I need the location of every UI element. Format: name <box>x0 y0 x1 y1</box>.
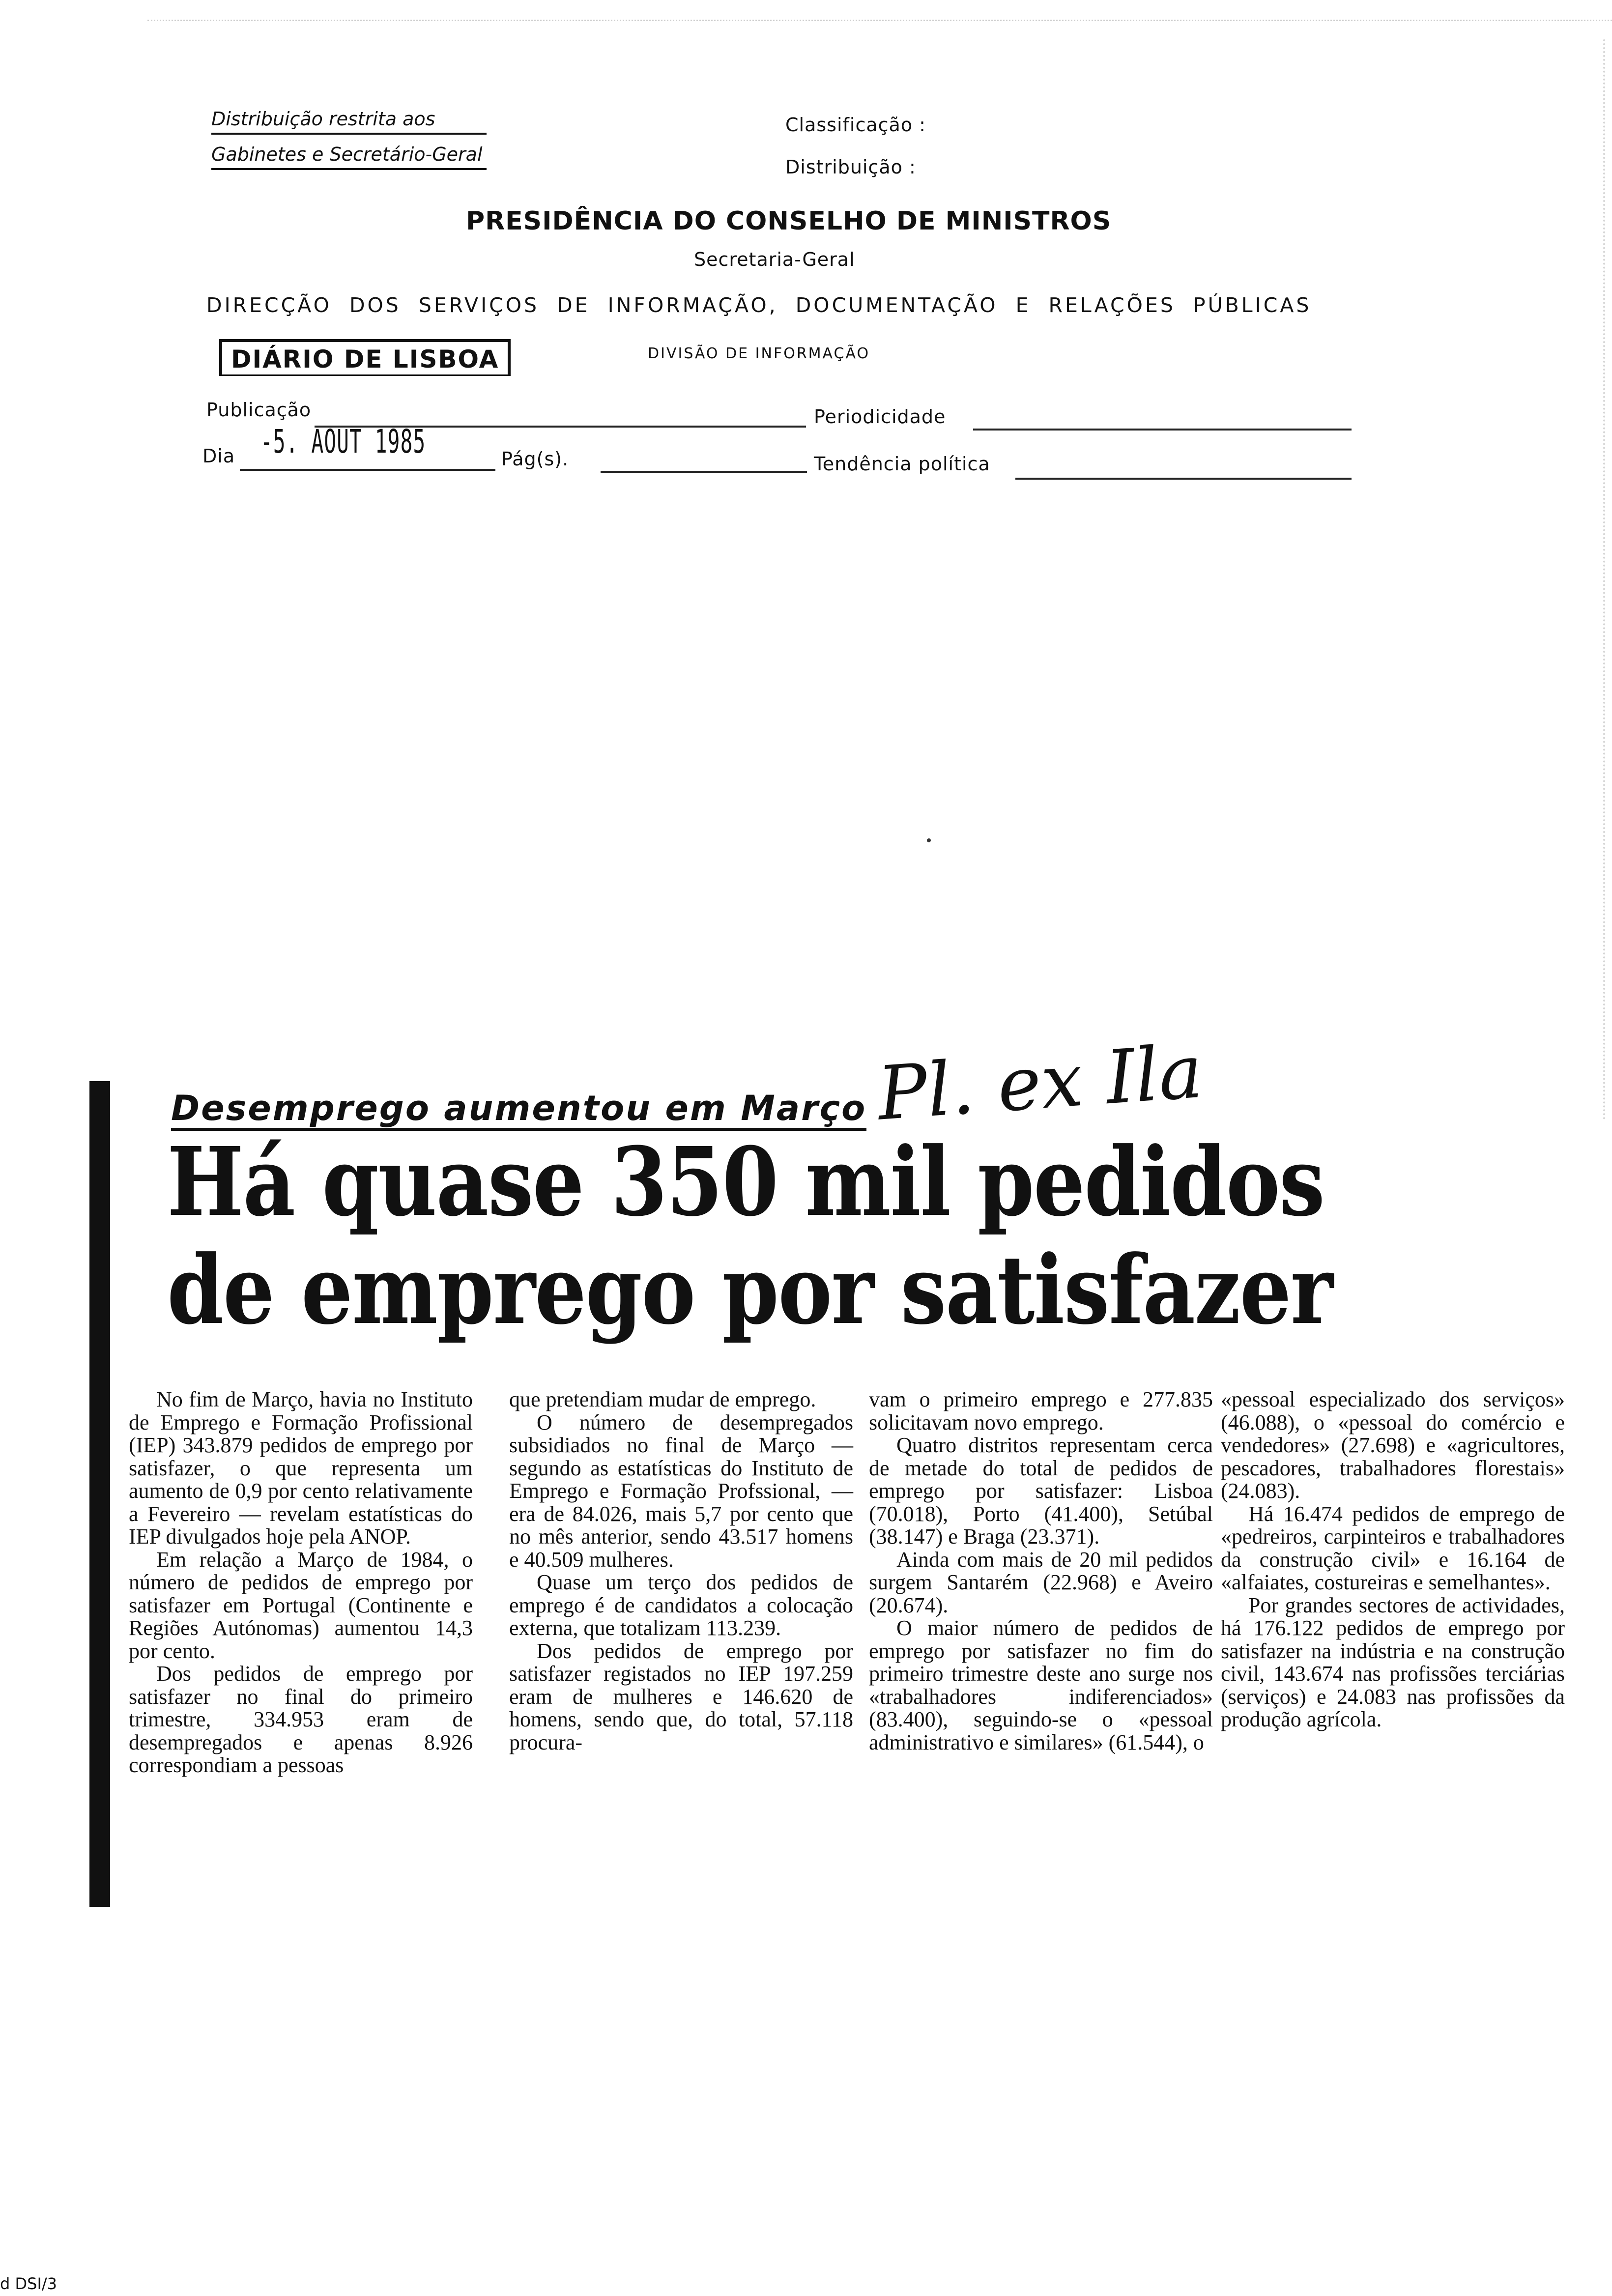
paragraph: «pessoal especializado dos serviços» (46.088), o «pessoal do comércio e vendedores» (27.698) e «agricultores, pescadores, trabalhadores florestais» (24.083). <box>1221 1387 1565 1503</box>
paragraph: Dos pedidos de emprego por satisfazer registados no IEP 197.259 eram de mulheres e 146.620 de homens, sendo que, do total, 57.118 procura- <box>509 1638 853 1754</box>
division-label: DIVISÃO DE INFORMAÇÃO <box>648 345 870 362</box>
organization-title: PRESIDÊNCIA DO CONSELHO DE MINISTROS <box>466 206 1112 236</box>
paragraph: Em relação a Março de 1984, o número de pedidos de emprego por satisfazer em Portugal (Continente e Regiões Autónomas) aumentou 14,3 por cento. <box>129 1547 473 1663</box>
scan-noise-top <box>147 20 1612 32</box>
article-kicker: Desemprego aumentou em Março <box>171 1089 866 1131</box>
scan-noise-edge <box>1603 39 1609 1120</box>
restricted-line-1: Distribuição restrita aos <box>211 108 487 135</box>
paragraph: Quase um terço dos pedidos de emprego é de candidatos a colocação externa, que totalizam 113.239. <box>509 1570 853 1640</box>
paragraph: No fim de Março, havia no Instituto de Emprego e Formação Profissional (IEP) 343.879 pedidos de emprego por satisfazer, o que representa um aumento de 0,9 por cento relativamente a Fevereiro — revelam estatísticas do IEP divulgados hoje pela ANOP. <box>129 1387 473 1549</box>
paragraph: O número de desempregados subsidiados no final de Março — segundo as estatísticas do Instituto de Emprego e Formação Profssional, — era de 84.026, mais 5,7 por cento que no mês anterior, sendo 43.517 homens e 40.509 mulheres. <box>509 1410 853 1572</box>
headline-line-1: Há quase 350 mil pedidos <box>167 1127 1324 1237</box>
scan-speck <box>927 838 931 842</box>
distribution-label: Distribuição : <box>785 156 916 178</box>
publication-stamp: DIÁRIO DE LISBOA <box>219 339 511 376</box>
periodicity-label: Periodicidade <box>814 406 946 428</box>
paragraph: O maior número de pedidos de emprego por satisfazer no fim do primeiro trimestre deste ano surge nos «trabalhadores indiferenciados» (83.400), seguindo-se o «pessoal administrativo e similares» (61.544), o <box>869 1616 1213 1754</box>
restricted-line-2: Gabinetes e Secretário-Geral <box>211 144 487 170</box>
tendency-label: Tendência política <box>814 453 990 475</box>
headline-line-2: de emprego por satisfazer <box>167 1235 1333 1346</box>
secretariat-label: Secretaria-Geral <box>694 249 855 270</box>
paragraph: Quatro distritos representam cerca de metade do total de pedidos de emprego por satisfazer: Lisboa (70.018), Porto (41.400), Setúbal (38.147) e Braga (23.371). <box>869 1433 1213 1549</box>
paragraph: que pretendiam mudar de emprego. <box>509 1387 816 1411</box>
periodicity-field-line <box>973 429 1352 430</box>
article-column-2 <box>509 1388 853 1754</box>
day-label: Dia <box>202 445 235 467</box>
paragraph: vam o primeiro emprego e 277.835 solicitavam novo emprego. <box>869 1387 1213 1435</box>
article-column-3 <box>869 1388 1213 1754</box>
classification-label: Classificação : <box>785 114 926 136</box>
day-field-line <box>240 469 495 471</box>
restricted-distribution-note <box>211 108 487 170</box>
article-column-4 <box>1221 1388 1565 1731</box>
clipping-margin-bar <box>89 1081 110 1907</box>
paragraph: Ainda com mais de 20 mil pedidos surgem Santarém (22.968) e Aveiro (20.674). <box>869 1547 1213 1617</box>
directorate-title: DIRECÇÃO DOS SERVIÇOS DE INFORMAÇÃO, DOCUMENTAÇÃO E RELAÇÕES PÚBLICAS <box>206 293 1312 317</box>
pages-field-line <box>601 471 807 473</box>
paragraph: Há 16.474 pedidos de emprego de «pedreiros, carpinteiros e trabalhadores da construção civil» e 16.164 de «alfaiates, costureiras e semelhantes». <box>1221 1501 1565 1594</box>
article-column-1 <box>129 1388 473 1777</box>
paragraph: Dos pedidos de emprego por satisfazer no final do primeiro trimestre, 334.953 eram de desempregados e apenas 8.926 correspondiam a pessoas <box>129 1662 473 1777</box>
publication-label: Publicação <box>206 399 312 421</box>
date-stamp: -5. AOUT 1985 <box>260 423 426 460</box>
paragraph: Por grandes sectores de actividades, há 176.122 pedidos de emprego por satisfazer na indústria e na construção civil, 143.674 nas profissões terciárias (serviços) e 24.083 nas profissões da produção agrícola. <box>1221 1593 1565 1731</box>
form-code: d DSI/3 <box>0 2274 58 2293</box>
handwritten-note: Pl. ex Ila <box>875 1029 1206 1137</box>
tendency-field-line <box>1015 478 1352 480</box>
pages-label: Pág(s). <box>501 448 569 470</box>
